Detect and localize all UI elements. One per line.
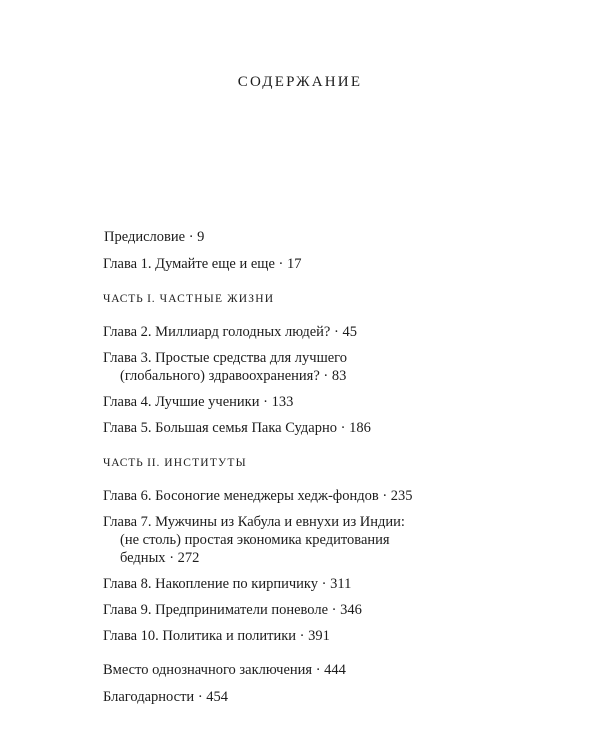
entry-title: Глава 1. Думайте еще и еще [103,256,275,272]
entry-title: Глава 6. Босоногие менеджеры хедж-фондов [103,488,379,504]
part-heading-2 [103,454,543,472]
page-number: 45 [342,324,357,340]
entry-title-line-2: (глобального) здравоохранения? [120,368,320,384]
page-title: СОДЕРЖАНИЕ [237,74,363,90]
entry-title: Предисловие [104,229,186,245]
page-number: 346 [340,602,362,618]
toc-entry-conclusion[interactable]: Вместо однозначного заключения · 444 [103,662,346,678]
entry-title: Глава 9. Предприниматели поневоле [103,602,329,618]
page-number: 444 [324,662,346,678]
page-number: 391 [308,628,330,644]
toc-entry-chapter-1[interactable]: Глава 1. Думайте еще и еще · 17 [103,256,302,272]
page-number: 9 [197,229,205,245]
entry-title: Глава 5. Большая семья Пака Сударно [103,420,337,436]
toc-entry-acknowledgments[interactable]: Благодарности · 454 [103,689,229,705]
entry-title: Благодарности [103,689,195,705]
part-heading-1 [103,290,543,308]
table-of-contents [103,228,543,706]
entry-title: Глава 10. Политика и политики [103,628,297,644]
page-number: 454 [206,689,229,705]
entry-title: Глава 4. Лучшие ученики [103,394,260,410]
toc-entry-chapter-2[interactable]: Глава 2. Миллиард голодных людей? · 45 [103,324,357,340]
page-number: 17 [286,256,302,272]
entry-title: Глава 2. Миллиард голодных людей? [103,324,331,340]
part-label: ЧАСТЬ II. [103,457,161,469]
toc-entry-chapter-8[interactable]: Глава 8. Накопление по кирпичику · 311 [103,576,352,592]
toc-entry-chapter-10[interactable]: Глава 10. Политика и политики · 391 [103,628,330,644]
toc-entry-chapter-7[interactable]: Глава 7. Мужчины из Кабула и евнухи из Индии: (не столь) простая экономика кредитования бедных · 272 [103,513,543,567]
toc-entry-chapter-5[interactable]: Глава 5. Большая семья Пака Сударно · 186 [103,420,371,436]
toc-entry-chapter-3[interactable]: Глава 3. Простые средства для лучшего (глобального) здравоохранения? · 83 [103,350,348,384]
toc-entry-chapter-9[interactable]: Глава 9. Предприниматели поневоле · 346 [103,602,362,618]
toc-entry-chapter-4[interactable]: Глава 4. Лучшие ученики · 133 [103,394,294,410]
entry-title-line-3: бедных [120,550,166,566]
page-number: 186 [349,420,371,436]
part-title: ЧАСТНЫЕ ЖИЗНИ [159,293,275,305]
entry-title-line-1: Глава 7. Мужчины из Кабула и евнухи из Индии: [103,514,405,530]
page-number: 311 [330,576,352,592]
entry-title: Вместо однозначного заключения [103,662,313,678]
part-title: ИНСТИТУТЫ [164,457,247,469]
entry-title-line-1: Глава 3. Простые средства для лучшего [103,350,348,366]
entry-title: Глава 8. Накопление по кирпичику [103,576,319,592]
toc-entry-preface[interactable]: Предисловие · 9 [104,229,205,245]
page-number: 235 [390,488,413,504]
page-number: 133 [271,394,294,410]
entry-title-line-2: (не столь) простая экономика кредитования [120,532,390,548]
page-number: 272 [177,550,200,566]
page-number: 83 [331,368,347,384]
part-label: ЧАСТЬ I. [103,293,156,305]
toc-entry-chapter-6[interactable]: Глава 6. Босоногие менеджеры хедж-фондов · 235 [103,488,413,504]
